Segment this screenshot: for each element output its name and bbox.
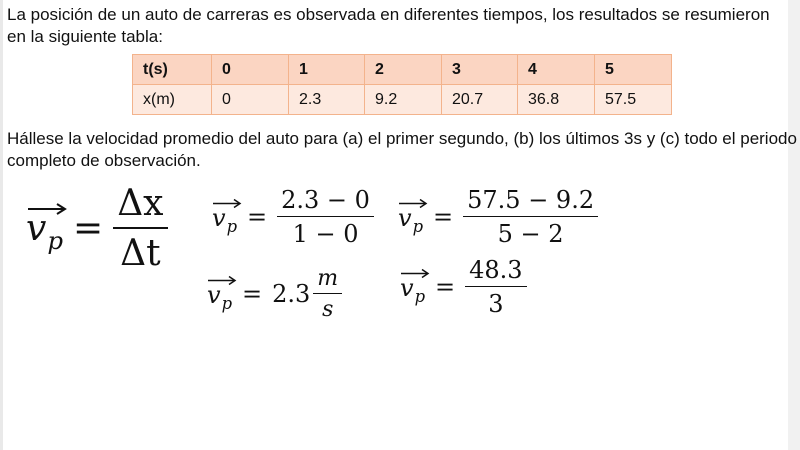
vector-subscript: p <box>47 225 64 255</box>
equals-sign: = <box>73 208 104 249</box>
table-cell: 20.7 <box>442 85 518 115</box>
table-cell: 3 <box>442 55 518 85</box>
intro-paragraph: La posición de un auto de carreras es observada en diferentes tiempos, los resultados se resumieron en la siguiente tabla: <box>7 5 770 46</box>
vector-vp-symbol <box>26 202 63 255</box>
fraction-numerator: 48.3 <box>465 256 526 287</box>
vector-base: v <box>207 281 221 310</box>
table-cell: 36.8 <box>518 85 595 115</box>
fraction <box>465 256 526 318</box>
result-value: 2.3 <box>272 280 311 308</box>
fraction-denominator: 1 − 0 <box>292 220 359 248</box>
fraction <box>113 183 167 274</box>
table-cell: 57.5 <box>595 85 672 115</box>
right-edge-stripe <box>788 0 800 450</box>
equals-sign: = <box>242 280 263 308</box>
fraction-numerator: 2.3 − 0 <box>277 186 374 217</box>
unit-fraction <box>313 266 342 322</box>
table-row <box>133 85 672 115</box>
vector-arrow-icon <box>400 268 430 279</box>
vector-base: v <box>212 204 226 233</box>
vector-arrow-icon <box>207 275 237 286</box>
fraction-numerator: 57.5 − 9.2 <box>463 186 598 217</box>
table-cell: 4 <box>518 55 595 85</box>
vector-vp-symbol <box>398 198 423 236</box>
vector-vp-symbol <box>212 198 237 236</box>
part-a-fraction-equation <box>212 186 374 248</box>
fraction-denominator: 5 − 2 <box>497 220 564 248</box>
vector-subscript: p <box>414 286 426 306</box>
fraction <box>277 186 374 248</box>
table-cell: t(s) <box>133 55 212 85</box>
vector-vp-symbol <box>207 275 232 313</box>
table-cell: 5 <box>595 55 672 85</box>
vector-arrow-icon <box>398 198 428 209</box>
question-paragraph: Hállese la velocidad promedio del auto para (a) el primer segundo, (b) los últimos 3s y (c) todo el periodo completo de observación. <box>7 129 797 170</box>
vector-vp-symbol <box>400 268 425 306</box>
table-cell: 2.3 <box>289 85 365 115</box>
table-cell: 0 <box>212 55 289 85</box>
part-c-result-equation <box>400 256 527 318</box>
table-cell: 0 <box>212 85 289 115</box>
fraction-numerator: Δx <box>113 183 167 229</box>
fraction-denominator: 3 <box>488 290 504 318</box>
part-a-result-equation <box>207 266 342 322</box>
vector-subscript: p <box>221 293 233 313</box>
vector-subscript: p <box>412 216 424 236</box>
unit-denominator: s <box>322 297 334 322</box>
table-cell: 9.2 <box>365 85 442 115</box>
fraction <box>463 186 598 248</box>
vector-arrow-icon <box>212 198 242 209</box>
table-cell: x(m) <box>133 85 212 115</box>
vector-base: v <box>400 274 414 303</box>
table-cell: 2 <box>365 55 442 85</box>
average-velocity-formula <box>26 183 168 274</box>
fraction-denominator: Δt <box>120 233 161 274</box>
vector-base: v <box>26 208 47 250</box>
vector-base: v <box>398 204 412 233</box>
vector-arrow-icon <box>26 202 68 216</box>
equals-sign: = <box>433 203 454 231</box>
part-c-fraction-equation <box>398 186 598 248</box>
table-cell: 1 <box>289 55 365 85</box>
equals-sign: = <box>435 273 456 301</box>
unit-numerator: m <box>313 266 342 294</box>
position-time-table <box>132 54 672 115</box>
table-header-row <box>133 55 672 85</box>
equals-sign: = <box>247 203 268 231</box>
vector-subscript: p <box>226 216 238 236</box>
left-edge-stripe <box>0 0 3 450</box>
